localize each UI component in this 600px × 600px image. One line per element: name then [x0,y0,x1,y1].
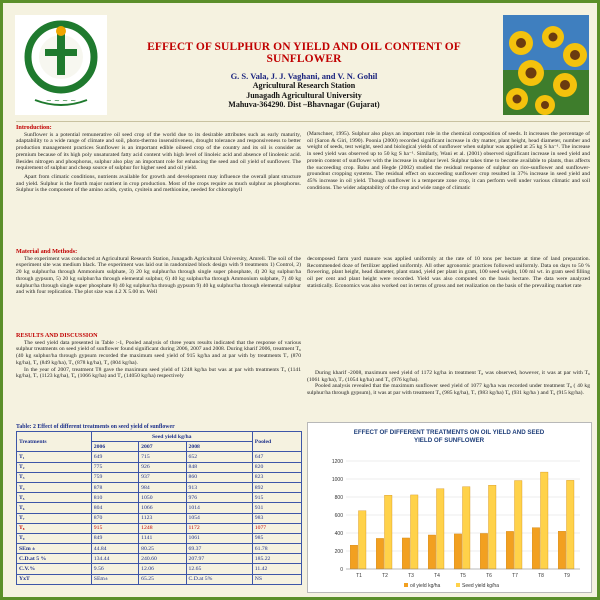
table-row-label: T₆ [17,503,92,513]
table-cell: C.D.at 5% [186,574,252,584]
table-row [17,564,302,574]
table-cell: 759 [91,472,138,482]
table-cell: 44.84 [91,544,138,554]
table-row-label: T₅ [17,493,92,503]
bar-seed-yield [514,481,522,569]
bar-oil-yield [376,538,384,569]
poster-title: EFFECT OF SULPHUR ON YIELD AND OIL CONTENT OF SUNFLOWER [147,41,461,65]
bar-seed-yield [462,487,470,569]
x-tick-label: T3 [408,573,414,579]
table-row [17,523,302,533]
university-logo [15,15,107,115]
table-header-row [17,432,302,442]
results-right [307,370,590,397]
results-paragraph-2: In the year of 2007, treatment T8 gave the maximum seed yield of 1248 kg/ha but was at par with treatments T₅ (1141 kg/ha), T₇ (1123 kg/ha), T₆ (1066 kg/ha) and T₂ (14050 kg/ha) respectively [16,366,301,380]
bar-seed-yield [566,480,574,569]
yield-table [16,431,302,585]
chart-title-line-1: EFFECT OF DIFFERENT TREATMENTS ON OIL YIELD AND SEED [353,429,545,436]
results-paragraph-4: Pooled analysis revealed that the maximum sunflower seed yield of 1077 kg/ha was recorded under treatment T₈ ( 40 kg sulphur/ha through gypsum), it was at par with treatment T₅ (985 kg/ha), T₇ (983 kg/ha) T₆ (931 kg/ha ) and T₉ (915 kg/ha). [307,383,590,397]
intro-heading: Introduction: [16,124,52,131]
table-cell: 12.06 [139,564,186,574]
x-tick-label: T8 [538,573,544,579]
chart-title-line-2: YIELD OF SUNFLOWER [413,437,485,444]
table-cell: 1141 [139,533,186,543]
table-cell: 80.25 [139,544,186,554]
table-cell: 65.25 [139,574,186,584]
table-row [17,462,302,472]
head-pooled: Pooled [252,432,301,452]
head-year: 2008 [186,442,252,452]
table-cell: 775 [91,462,138,472]
results-left [16,333,301,380]
y-tick-label: 1200 [331,459,343,465]
table-row [17,554,302,564]
bar-oil-yield [532,528,540,569]
table-cell: 926 [139,462,186,472]
table-cell: 1014 [186,503,252,513]
table-cell: 12.65 [186,564,252,574]
methods-paragraph: The experiment was conducted at Agricultural Research Station, Junagadh Agricultural University, Amreli. The soil of the experiment site was medium black. The experiment was laid out in randomized block design with 9 treatments 1) Control, 2) 20 kg sulphur/ha through Ammonium sulphate, 3) 20 kg sulphur/ha through single super phosphate, 4) 20 kg sulphur/ha through gypsum, 5) 20 kg sulphur/ha through elemental sulphur, 6) 40 kg sulphur/ha through Ammonium sulphate, 7) 40 kg sulphur/ha through single super phosphate 8) 40 kg sulphur/ha through gypsum 9) 40 kg sulphur/ha through elemental sulphur and with four replication. The plot size was 4.2 X 5.00 m. Well [16,255,301,296]
table-cell: 985 [252,533,301,543]
table-row-label: SEm ± [17,544,92,554]
affiliation-line-1: Agricultural Research Station [252,81,356,90]
bar-oil-yield [428,535,436,569]
table-cell: 915 [91,523,138,533]
table-cell: 240.60 [139,554,186,564]
table-row [17,544,302,554]
table-cell: SEm± [91,574,138,584]
table-row [17,513,302,523]
affiliation-line-3: Mahuva-364290. Dist –Bhavnagar (Gujarat) [228,100,380,109]
table-row-label: T₁ [17,452,92,462]
x-tick-label: T4 [434,573,440,579]
results-paragraph-1: The seed yield data presented in Table :-1, Pooled analysis of three years results indicated that the response of various sulphur treatments on seed yield of sunflower found significant during 2006, 2007 and 2008. During kharif 2006, treatment T₆ (40 kg sulphur/ha through gypsum recorded the maximum seed yield of 915 kg/ha and at par with by treatments T₇ (870 kg/ha), T₃ (849 kg/ha), T₅ (878 kg/ha), T₂ (804 kg/ha). [16,339,301,366]
table-cell: 984 [139,482,186,492]
bar-oil-yield [454,534,462,569]
table-cell: 1066 [139,503,186,513]
y-tick-label: 400 [334,531,343,537]
table-row-label: T₉ [17,533,92,543]
intro-right: (Marschner, 1995). Sulphur also plays an important role in the chemical composition of seeds. It increases the percentage of oil (Saron & Giri, 1990). Poonia (2000) recorded significant increase in dry matter, plant height, head diameter, number and weight of seeds, test weight, seed and biological yields of sunflower when sulphur was applied at 25 kg S ha⁻¹. The increase in seed yield was observed up to 50 kg S ha⁻¹. Similarly, Wani et al. (2001) observed significant increase in seed yield and protein content of sunflower with the increase in sulphur level. Sulphur takes time to become available to plants, thus affects the succeeding crop. Babu and Hegde (2002) studied the residual response of sulphur on rice-sunflower and sunflower-groundnut cropping systems. The residual effect on succeeding sunflower crop resulted in 37% increase in seed yield and 45% increase in oil yield. Though sunflower is a temperate zone crop, it can perform well under various climatic and soil conditions. The wider adaptability of the crop and wide range of climatic [307,131,590,191]
legend-swatch [404,583,408,587]
table-cell: 976 [186,493,252,503]
table-cell: 9.56 [91,564,138,574]
table-row-label: T₂ [17,462,92,472]
table-cell: 810 [91,493,138,503]
y-tick-label: 200 [334,549,343,555]
yield-bar-chart [307,422,592,593]
table-cell: 185.22 [252,554,301,564]
table-title: Table: 2 Effect of different treatments on seed yield of sunflower [16,424,175,430]
bar-seed-yield [540,472,548,569]
table-row-label: C.V.% [17,564,92,574]
table-row-label: YxT [17,574,92,584]
table-row-label: T₈ [17,523,92,533]
authors: G. S. Vala, J. J. Vaghani, and V. N. Gohil [230,71,378,81]
table-cell: 849 [91,533,138,543]
intro-paragraph-1: Sunflower is a potential remunerative oil seed crop of the world due to its desirable attributes such as early maturity, adaptability to a wide range of climate and soil, photo-thermo insensitiveness, drought tolerance and responsiveness to better production management practices Sunflower is an important edible oilseed crop of the country and its oil is consider as premium because of its high poly unsaturated fatty acid content with high level of linoleic acid and absence of linolenic acid. Besides nitrogen and phosphorus, sulphur also play an important role for enhancing the seed and oil yield of sunflower. The requirement of sulphur and cheap source of sulphur for higher seed and oil yield. [16,131,301,172]
table-cell: 134.44 [91,554,138,564]
table-cell: 207.97 [186,554,252,564]
table-cell: 878 [91,482,138,492]
table-row [17,574,302,584]
table-cell: 61.78 [252,544,301,554]
head-year: 2007 [139,442,186,452]
table-cell: 715 [139,452,186,462]
table-row [17,452,302,462]
legend-label: Seed yield kg/ha [462,583,499,589]
bar-oil-yield [480,533,488,569]
bar-seed-yield [410,495,418,569]
results-paragraph-3: During kharif -2008, maximum seed yield of 1172 kg/ha in treatment T₈ was observed, however, it was at par with T₆ (1061 kg/ha), T₇ (1054 kg/ha) and T₅ (976 kg/ha). [307,370,590,383]
x-tick-label: T9 [564,573,570,579]
table-row-label: C.D.at 5 % [17,554,92,564]
x-tick-label: T7 [512,573,518,579]
table-cell: 649 [91,452,138,462]
bar-oil-yield [506,531,514,569]
y-tick-label: 600 [334,513,343,519]
table-cell: 1054 [186,513,252,523]
affiliation-line-2: Junagadh Agricultural University [246,90,362,100]
intro-paragraph-2: Apart from climatic conditions, nutrients available for growth and development may influence the overall plant structure and yield. Sulphur is the fourth major nutrient in crop production. Most of the crops require as much sulphur as phosphorus. Sulphur is the component of the amino acids, cystin, cysitein and methionine, needed for chlorophyll [16,173,301,194]
table-row [17,472,302,482]
table-cell: 652 [186,452,252,462]
results-heading: RESULTS AND DISCUSSION [16,332,98,339]
head-seed-yield: Seed yield kg/ha [91,432,252,442]
table-cell: 647 [252,452,301,462]
table-cell: 983 [252,513,301,523]
intro-left [16,125,301,194]
table-row-label: T₃ [17,472,92,482]
bar-seed-yield [436,489,444,569]
bar-seed-yield [358,511,366,569]
legend-label: oil yield kg/ha [410,583,441,589]
bar-oil-yield [558,531,566,569]
y-tick-label: 800 [334,495,343,501]
table-cell: 1123 [139,513,186,523]
bar-oil-yield [350,545,358,569]
table-cell: 915 [252,493,301,503]
table-cell: 848 [186,462,252,472]
table-cell: 820 [252,462,301,472]
y-tick-label: 0 [340,567,343,573]
table-cell: 1248 [139,523,186,533]
table-row-label: T₄ [17,482,92,492]
table-row-label: T₇ [17,513,92,523]
x-tick-label: T2 [382,573,388,579]
bar-seed-yield [384,495,392,569]
methods-heading: Material and Methods: [16,248,78,255]
table-cell: 804 [91,503,138,513]
table-row [17,503,302,513]
head-year: 2006 [91,442,138,452]
table-cell: 860 [186,472,252,482]
divider [16,121,590,122]
legend-swatch [456,583,460,587]
table-row [17,482,302,492]
head-treatments: Treatments [17,432,92,452]
bar-seed-yield [488,485,496,569]
table-cell: 913 [186,482,252,492]
table-cell: 1061 [186,533,252,543]
table-cell: NS [252,574,301,584]
table-cell: 1172 [186,523,252,533]
table-row [17,493,302,503]
poster-header [111,41,497,110]
y-tick-label: 1000 [331,477,343,483]
table-cell: 69.37 [186,544,252,554]
x-tick-label: T1 [356,573,362,579]
table-cell: 892 [252,482,301,492]
sunflower-photo [503,15,589,115]
bar-oil-yield [402,538,410,569]
svg-text:~ ~ ~ ~: ~ ~ ~ ~ [45,97,77,105]
table-cell: 1050 [139,493,186,503]
table-cell: 11.42 [252,564,301,574]
x-tick-label: T5 [460,573,466,579]
table-cell: 870 [91,513,138,523]
x-tick-label: T6 [486,573,492,579]
methods-left [16,249,301,296]
table-cell: 931 [252,503,301,513]
table-cell: 1077 [252,523,301,533]
table-cell: 937 [139,472,186,482]
table-cell: 823 [252,472,301,482]
table-row [17,533,302,543]
methods-right: decomposed farm yard manure was applied uniformly at the rate of 10 tons per hectare at time of land preparation. Recommended doze of fertilizer applied uniformly. All other agronomic practices followed uniformly. Data on days to 50 % flowering, plant height, head diameter, plant stand, yield per plant in gram, 100 seed weight, 100 ml wt. in gram seed filling oil per cent and plant height were recorded. Yield was also computed on the basis hectare. The data were analyzed statistically. Economics was also worked out in terms of gross and net realization on the basis of the prevailing market rate [307,256,590,289]
